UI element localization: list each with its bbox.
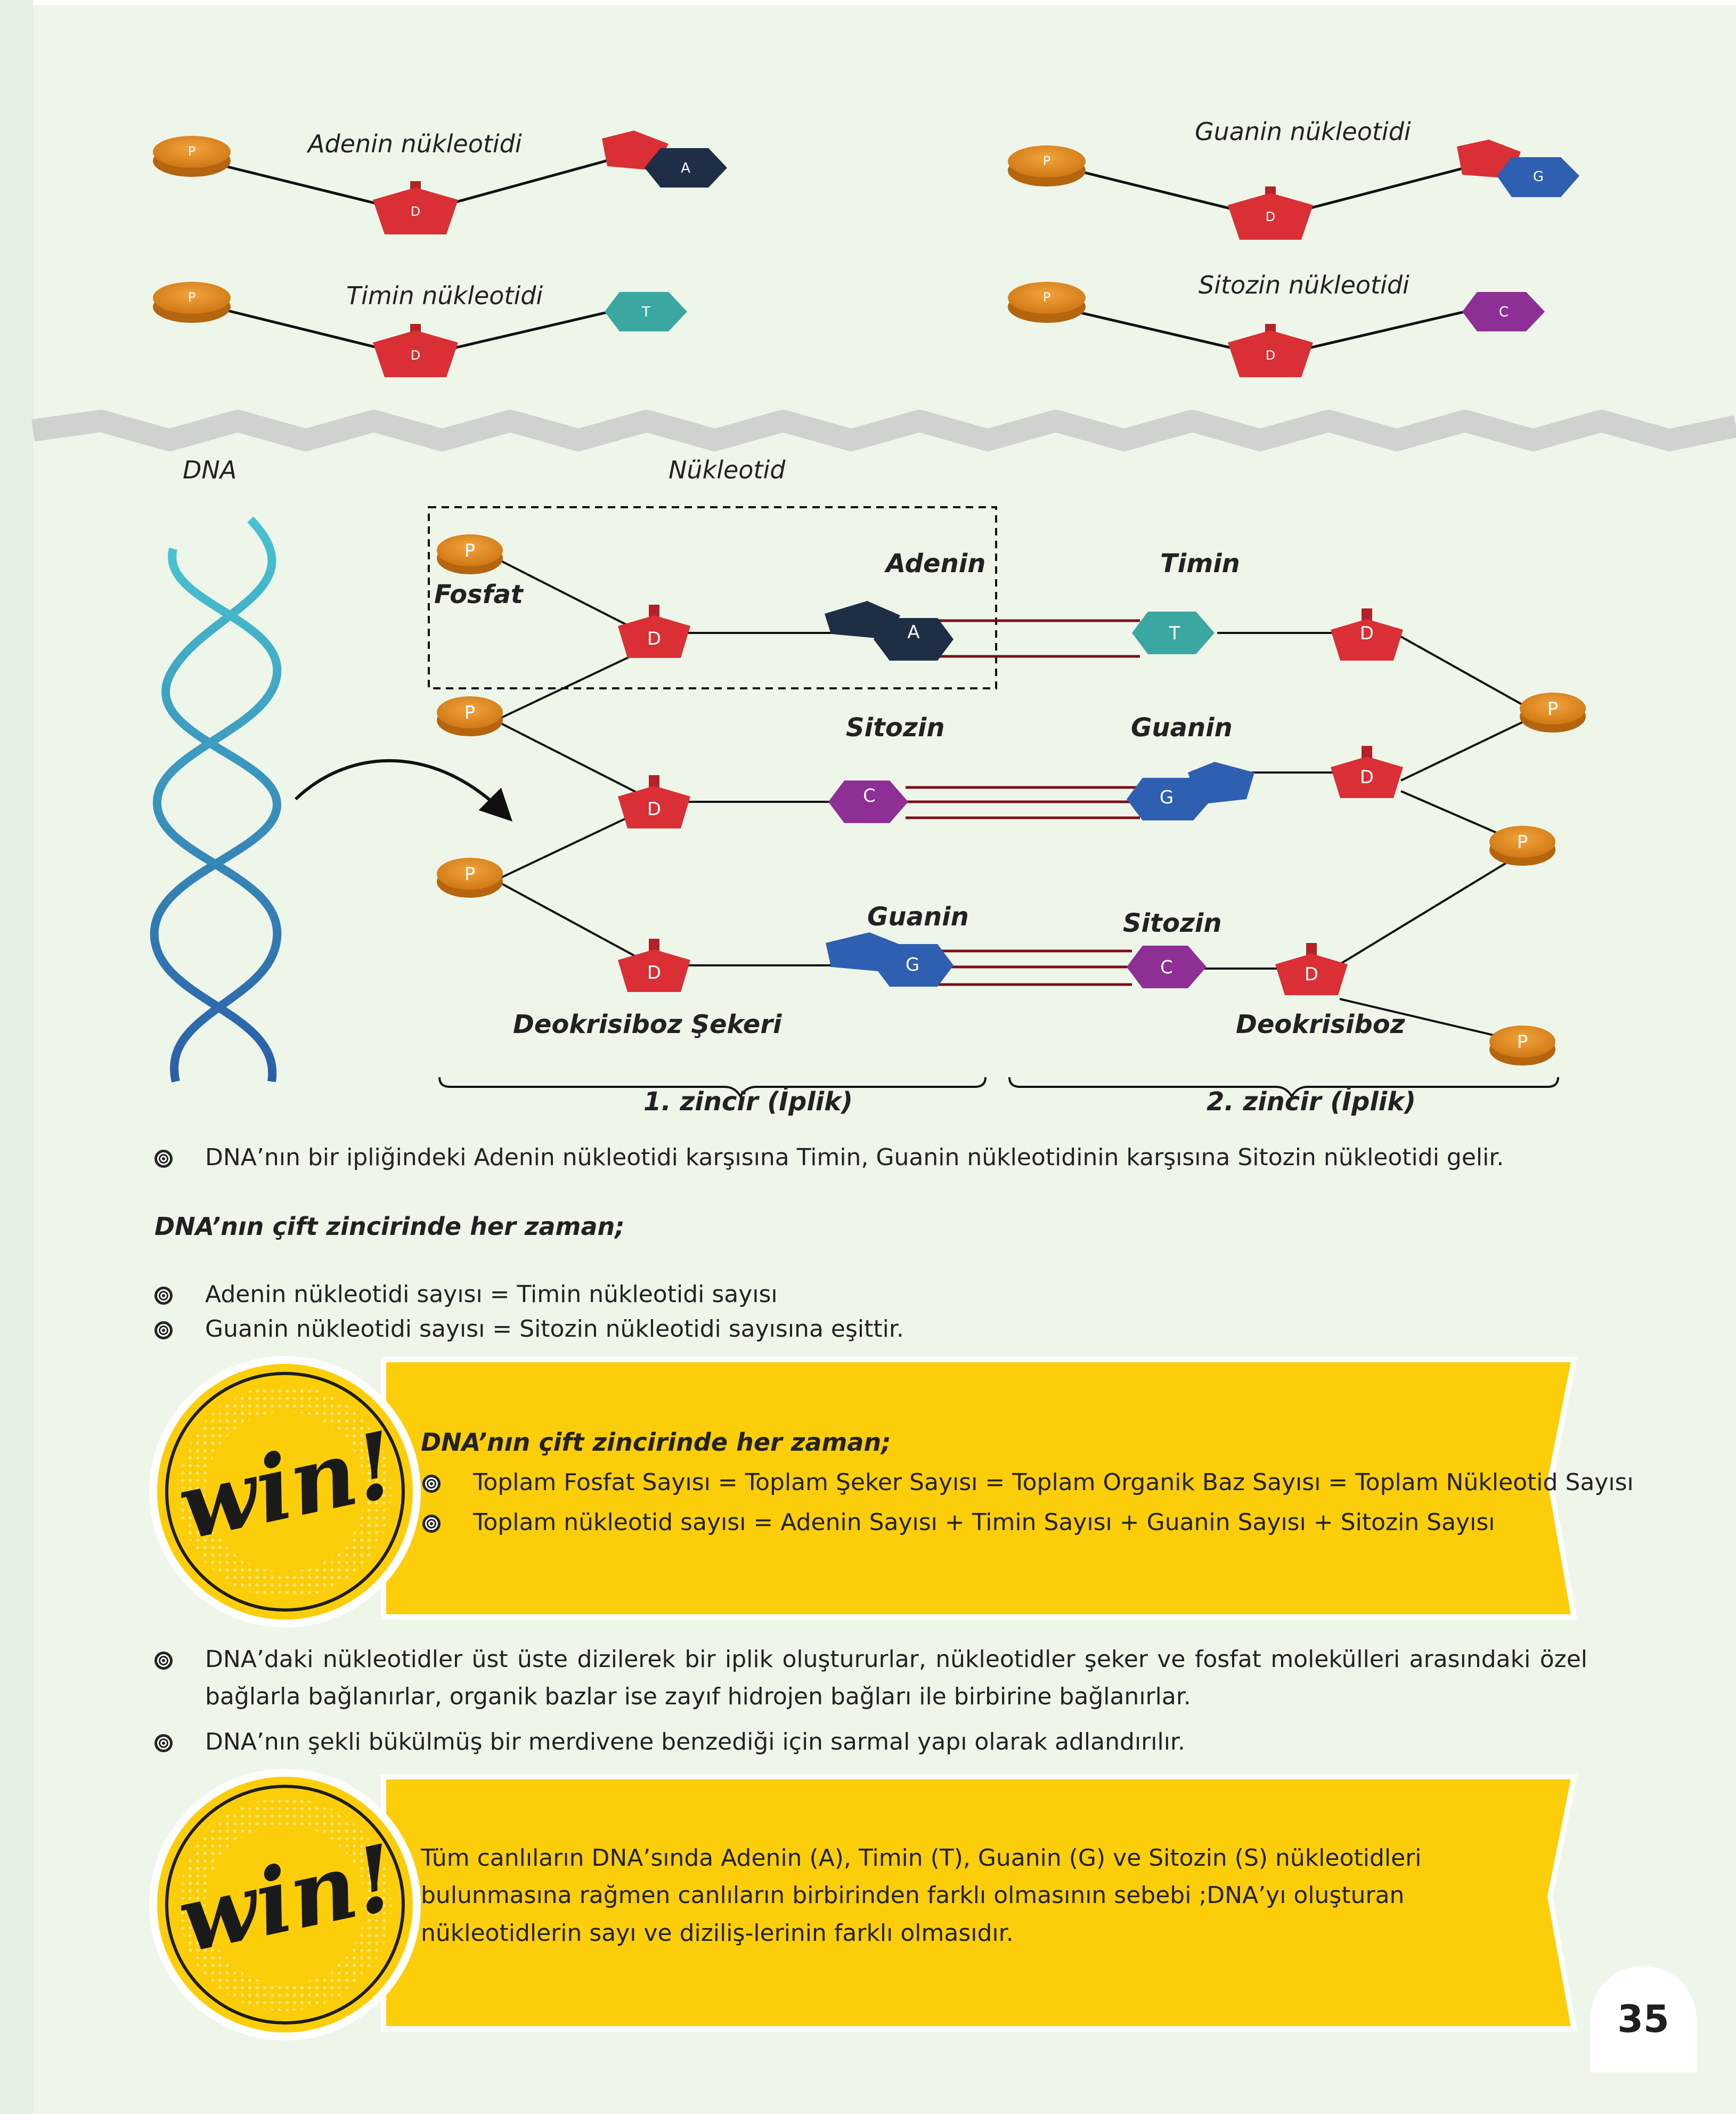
tip1-heading: DNA’nın çift zincirinde her zaman; [421,1428,891,1457]
symbol-c: C [863,785,876,807]
symbol-d: D [410,204,421,219]
symbol-a: A [907,622,920,643]
tip2-body: Tüm canlıların DNA’sında Adenin (A), Timin (T), Guanin (G) ve Sitozin (S) nükleotidleri bulunmasına rağmen canlıların birbirinden farklı olmasının sebebi ;DNA’yı oluşturan nükleotidlerin sayı ve diziliş-lerinin farklı olmasıdır. [421,1844,1422,1947]
dna-helix-illustration [154,519,278,1082]
double-strand-diagram [429,507,1586,1096]
symbol-d: D [1359,623,1374,644]
curved-arrow-icon [296,761,503,812]
cytosine-nucleotide-label: Sitozin nükleotidi [1199,271,1409,299]
symbol-c: C [1160,957,1173,978]
symbol-d: D [1304,964,1319,985]
guanine-label-1: Guanin [1131,713,1233,743]
always-heading: DNA’nın çift zincirinde her zaman; [154,1212,625,1241]
guanine-nucleotide-label: Guanin nükleotidi [1195,117,1411,146]
symbol-g: G [905,954,920,975]
equality-1: Adenin nükleotidi sayısı = Timin nükleotidi sayısı [205,1281,778,1308]
strand-1-label: 1. zincir (İplik) [643,1087,853,1117]
pairing-rule-text: DNA’nın bir ipliğindeki Adenin nükleotidi karşısına Timin, Guanin nükleotidinin karşısına Sitozin nükleotidi gelir. [205,1144,1504,1171]
symbol-d: D [1265,209,1276,224]
paragraph-1: DNA’daki nükleotidler üst üste dizilerek bir iplik oluştururlar, nükleotidler şeker ve fosfat molekülleri arasındaki özel bağlarla bağlanırlar, organik bazlar ise zayıf hidrojen bağları ile birbirine bağlanırlar. [205,1646,1587,1711]
win-badge-text: win! [169,1824,405,1974]
symbol-a: A [681,160,690,176]
nucleotide-label: Nükleotid [669,456,786,484]
symbol-p: P [464,540,476,562]
strand-2-label: 2. zincir (İplik) [1207,1087,1416,1117]
bullet-icon [422,1475,441,1493]
guanine-label-2: Guanin [867,902,969,932]
symbol-d: D [1359,767,1374,788]
page-number: 35 [1590,1966,1697,2072]
symbol-c: C [1498,304,1509,320]
symbol-p: P [1042,153,1051,168]
symbol-d: D [647,628,662,649]
paragraph-2: DNA’nın şekli bükülmüş bir merdivene benzediği için sarmal yapı olarak adlandırılır. [205,1728,1185,1755]
bullet-icon [154,1321,173,1339]
tip1-line-1: Toplam Fosfat Sayısı = Toplam Şeker Sayısı = Toplam Organik Baz Sayısı = Toplam Nükleotid Sayısı [473,1469,1634,1496]
symbol-p: P [464,864,476,885]
symbol-t: T [642,304,650,320]
symbol-p: P [1547,698,1559,720]
bullet-icon [154,1652,173,1670]
adenine-nucleotide-label: Adenin nükleotidi [308,129,522,158]
symbol-d: D [1265,348,1276,363]
thymine-nucleotide-label: Timin nükleotidi [346,281,543,310]
symbol-p: P [1517,832,1528,853]
symbol-d: D [647,962,662,983]
deoxyribose-sugar-label: Deokrisiboz Şekeri [513,1010,782,1039]
symbol-p: P [188,144,196,159]
symbol-g: G [1159,787,1174,808]
win-badge-text: win! [169,1411,405,1561]
cytosine-label-2: Sitozin [1123,908,1222,938]
symbol-p: P [464,702,476,723]
bullet-icon [154,1150,173,1168]
bullet-icon [154,1287,173,1305]
bullet-icon [422,1515,441,1533]
dna-label: DNA [183,456,237,484]
phosphate-label: Fosfat [434,580,523,609]
symbol-t: T [1169,623,1180,644]
tip1-line-2: Toplam nükleotid sayısı = Adenin Sayısı + Timin Sayısı + Guanin Sayısı + Sitozin Sayısı [473,1509,1495,1536]
equality-2: Guanin nükleotidi sayısı = Sitozin nükleotidi sayısına eşittir. [205,1315,904,1343]
symbol-p: P [1517,1031,1528,1053]
bullet-icon [154,1734,173,1752]
zigzag-divider [33,421,1736,440]
adenine-label: Adenin [886,549,986,579]
symbol-p: P [1042,290,1051,305]
guanine-nucleotide [1008,140,1579,240]
cytosine-label-1: Sitozin [846,713,945,743]
thymine-label: Timin [1160,549,1240,579]
deoxyribose-label: Deokrisiboz [1236,1010,1405,1039]
symbol-p: P [188,290,196,305]
symbol-g: G [1533,169,1544,185]
symbol-d: D [647,799,662,820]
symbol-d: D [410,348,421,363]
